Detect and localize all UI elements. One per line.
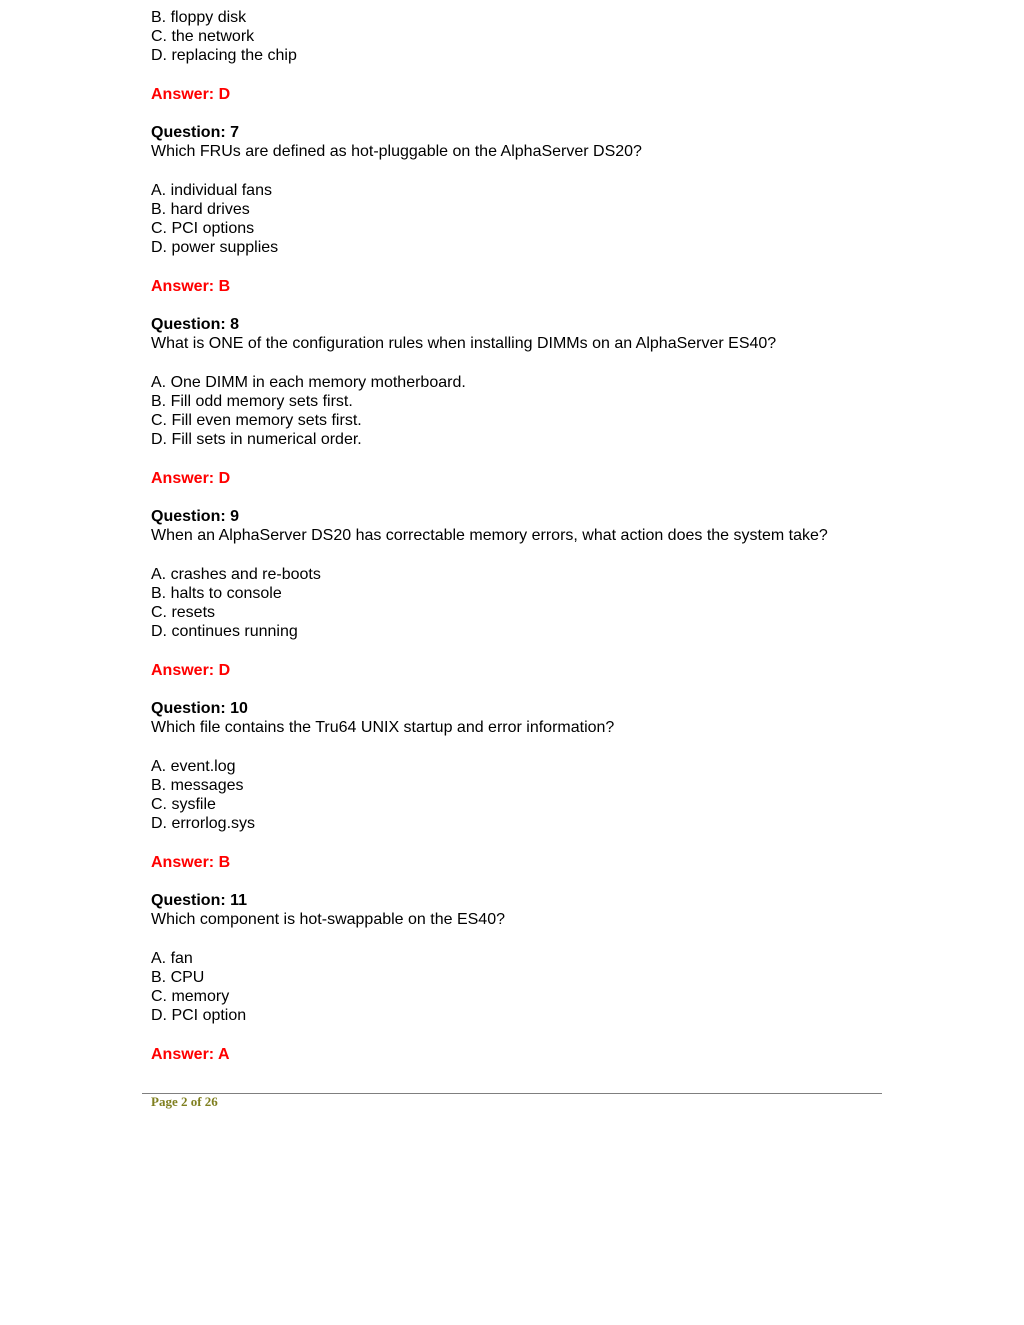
question-text: Which file contains the Tru64 UNIX startup and error information? (151, 719, 615, 737)
question-text: What is ONE of the configuration rules when installing DIMMs on an AlphaServer ES40? (151, 335, 777, 353)
option-a: A. One DIMM in each memory motherboard. (151, 373, 466, 391)
option-b: B. halts to console (151, 584, 282, 602)
option-d: D. Fill sets in numerical order. (151, 431, 362, 449)
answer-line: Answer: D (151, 661, 231, 679)
question-header: Question: 11 (151, 892, 248, 910)
option-b: B. messages (151, 776, 244, 794)
question-continuation (151, 8, 881, 123)
option-c: C. resets (151, 604, 216, 622)
question-header: Question: 7 (151, 124, 240, 142)
option-d: D. power supplies (151, 239, 279, 257)
answer-line: Answer: D (151, 469, 231, 487)
question-block (151, 699, 881, 891)
option-a: A. fan (151, 949, 193, 967)
answer-line: Answer: A (151, 1045, 230, 1063)
question-text: Which FRUs are defined as hot-pluggable on the AlphaServer DS20? (151, 143, 642, 161)
question-block (151, 507, 881, 699)
question-text: Which component is hot-swappable on the ES40? (151, 911, 505, 929)
document-body (151, 8, 881, 1064)
option-d: D. continues running (151, 623, 298, 641)
question-block (151, 891, 881, 1064)
option-d: D. PCI option (151, 1007, 247, 1025)
option-d: D. errorlog.sys (151, 815, 256, 833)
option-c: C. PCI options (151, 220, 255, 238)
option-c: C. sysfile (151, 796, 216, 814)
option-c: C. Fill even memory sets first. (151, 412, 362, 430)
question-header: Question: 8 (151, 316, 240, 334)
question-header: Question: 10 (151, 700, 248, 718)
option-a: A. crashes and re-boots (151, 565, 321, 583)
answer-line: Answer: B (151, 277, 231, 295)
answer-line: Answer: B (151, 853, 231, 871)
question-block (151, 315, 881, 507)
answer-line: Answer: D (151, 85, 231, 103)
option-b: B. CPU (151, 968, 205, 986)
option-a: A. individual fans (151, 181, 272, 199)
option-a: A. event.log (151, 757, 236, 775)
option-c: C. the network (151, 28, 255, 46)
option-b: B. hard drives (151, 200, 250, 218)
question-header: Question: 9 (151, 508, 240, 526)
page-number: Page 2 of 26 (151, 1094, 218, 1109)
option-b: B. Fill odd memory sets first. (151, 392, 353, 410)
option-c: C. memory (151, 988, 230, 1006)
option-d: D. replacing the chip (151, 47, 297, 65)
question-block (151, 123, 881, 315)
question-text: When an AlphaServer DS20 has correctable memory errors, what action does the system take? (151, 527, 828, 545)
footer-divider (142, 1093, 882, 1094)
option-b: B. floppy disk (151, 9, 247, 26)
